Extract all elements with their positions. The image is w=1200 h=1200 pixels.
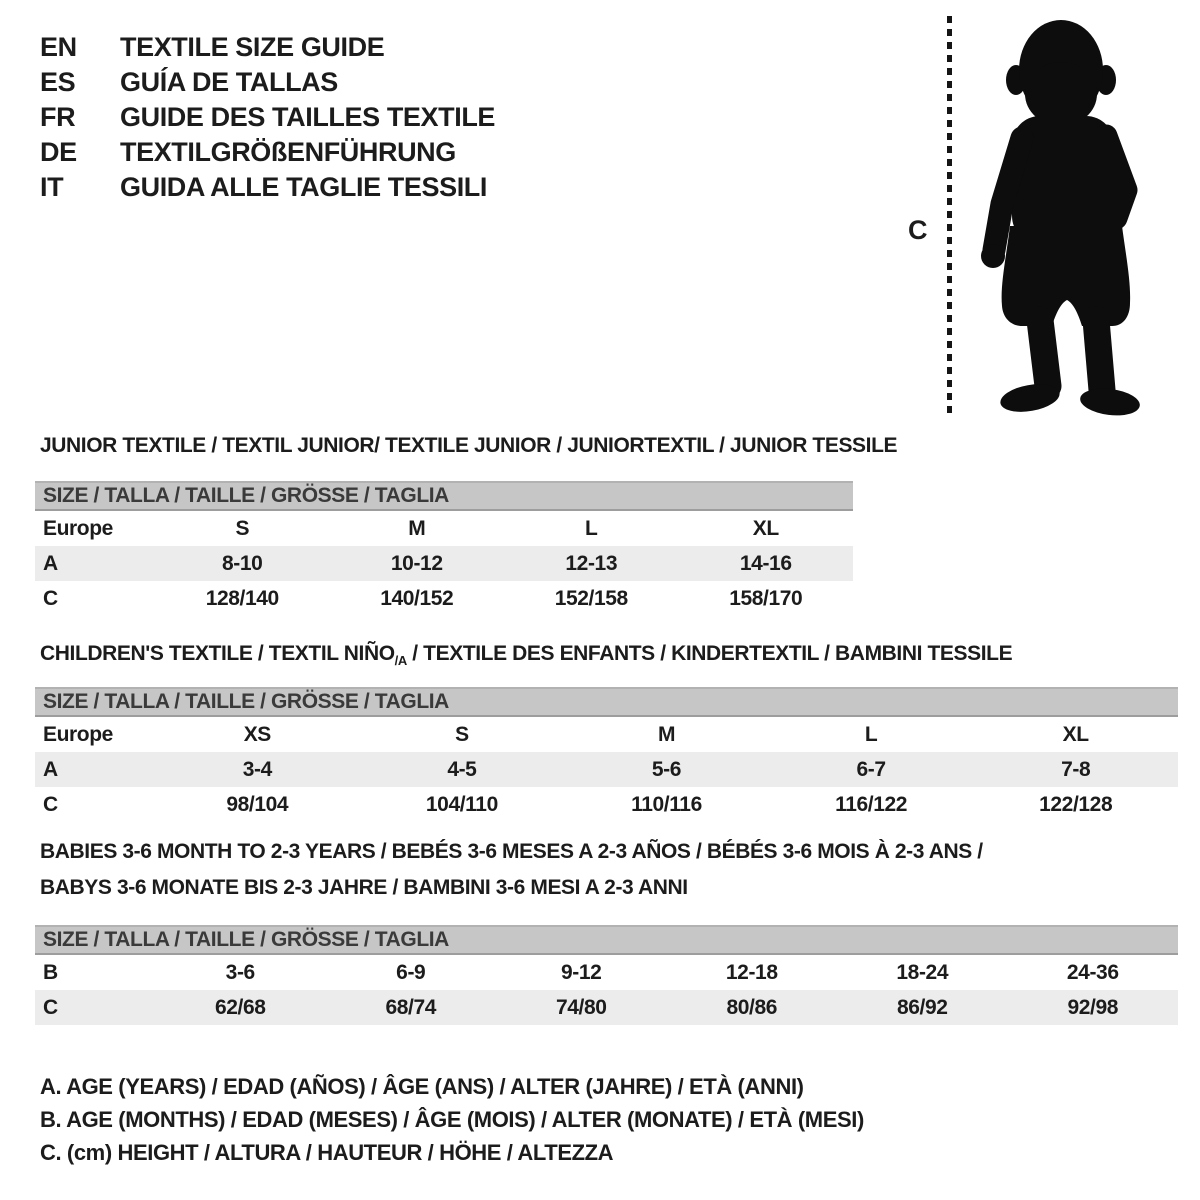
children-title-post: / TEXTILE DES ENFANTS / KINDERTEXTIL / BAMBINI TESSILE bbox=[406, 642, 1013, 665]
guide-title: TEXTILGRÖßENFÜHRUNG bbox=[120, 137, 456, 167]
children-title-pre: CHILDREN'S TEXTILE / TEXTIL NIÑO bbox=[40, 642, 395, 665]
value-cell: 6-9 bbox=[396, 960, 426, 984]
children-title-sub: /A bbox=[394, 653, 407, 669]
language-code: IT bbox=[40, 172, 64, 202]
guide-title: GUIDA ALLE TAGLIE TESSILI bbox=[120, 172, 487, 202]
table-row bbox=[35, 511, 853, 546]
language-row bbox=[40, 170, 495, 205]
value-cell: 3-6 bbox=[225, 960, 255, 984]
language-row bbox=[40, 65, 495, 100]
size-cell: M bbox=[408, 516, 426, 540]
row-label: A bbox=[43, 551, 58, 575]
value-cell: 74/80 bbox=[555, 995, 607, 1019]
value-cell: 128/140 bbox=[205, 586, 279, 610]
value-cell: 8-10 bbox=[222, 551, 263, 575]
children-size-table bbox=[35, 687, 1178, 822]
value-cell: 158/170 bbox=[729, 586, 803, 610]
value-cell: 18-24 bbox=[896, 960, 949, 984]
children-table-title bbox=[40, 642, 1012, 668]
row-label: C bbox=[43, 792, 58, 816]
size-cell: XL bbox=[752, 516, 779, 540]
value-cell: 7-8 bbox=[1061, 757, 1091, 781]
value-cell: 24-36 bbox=[1066, 960, 1119, 984]
row-label: Europe bbox=[43, 516, 113, 540]
table-row bbox=[35, 717, 1178, 752]
value-cell: 5-6 bbox=[651, 757, 682, 781]
value-cell: 14-16 bbox=[739, 551, 792, 575]
value-cell: 12-18 bbox=[725, 960, 778, 984]
language-code: EN bbox=[40, 32, 77, 62]
value-cell: 92/98 bbox=[1067, 995, 1119, 1019]
legend-line-c: C. (cm) HEIGHT / ALTURA / HAUTEUR / HÖHE / ALTEZZA bbox=[40, 1140, 614, 1165]
value-cell: 4-5 bbox=[447, 757, 477, 781]
value-cell: 3-4 bbox=[242, 757, 272, 781]
value-cell: 80/86 bbox=[726, 995, 778, 1019]
size-header-bar: SIZE / TALLA / TAILLE / GRÖSSE / TAGLIA bbox=[35, 481, 853, 511]
size-header-bar: SIZE / TALLA / TAILLE / GRÖSSE / TAGLIA bbox=[35, 925, 1178, 955]
height-measure-dashed-line bbox=[947, 16, 952, 416]
value-cell: 86/92 bbox=[896, 995, 948, 1019]
legend-line-b: B. AGE (MONTHS) / EDAD (MESES) / ÂGE (MOIS) / ALTER (MONATE) / ETÀ (MESI) bbox=[40, 1107, 864, 1132]
value-cell: 12-13 bbox=[565, 551, 618, 575]
table-row bbox=[35, 990, 1178, 1025]
table-row bbox=[35, 546, 853, 581]
value-cell: 68/74 bbox=[385, 995, 437, 1019]
language-code: FR bbox=[40, 102, 76, 132]
junior-table-title: JUNIOR TEXTILE / TEXTIL JUNIOR/ TEXTILE JUNIOR / JUNIORTEXTIL / JUNIOR TESSILE bbox=[40, 434, 898, 457]
value-cell: 140/152 bbox=[380, 586, 454, 610]
language-row bbox=[40, 135, 495, 170]
size-cell: S bbox=[455, 722, 469, 746]
guide-title: GUIDE DES TAILLES TEXTILE bbox=[120, 102, 496, 132]
language-code: ES bbox=[40, 67, 76, 97]
row-label: B bbox=[43, 960, 58, 984]
size-cell: S bbox=[235, 516, 250, 540]
table-row bbox=[35, 581, 853, 616]
guide-title: GUÍA DE TALLAS bbox=[120, 67, 338, 97]
value-cell: 116/122 bbox=[835, 792, 908, 816]
toddler-silhouette-icon bbox=[960, 14, 1188, 419]
value-cell: 122/128 bbox=[1039, 792, 1113, 816]
value-cell: 10-12 bbox=[390, 551, 443, 575]
value-cell: 62/68 bbox=[214, 995, 266, 1019]
size-cell: XS bbox=[243, 722, 271, 746]
babies-table-title-line2: BABYS 3-6 MONATE BIS 2-3 JAHRE / BAMBINI 3-6 MESI A 2-3 ANNI bbox=[40, 876, 688, 899]
size-cell: L bbox=[864, 722, 878, 746]
language-code: DE bbox=[40, 137, 77, 167]
size-header-bar: SIZE / TALLA / TAILLE / GRÖSSE / TAGLIA bbox=[35, 687, 1178, 717]
row-label: C bbox=[43, 586, 58, 610]
row-label: C bbox=[43, 995, 58, 1019]
height-measure-label: C bbox=[908, 215, 928, 245]
table-row bbox=[35, 752, 1178, 787]
legend-line-a: A. AGE (YEARS) / EDAD (AÑOS) / ÂGE (ANS) / ALTER (JAHRE) / ETÀ (ANNI) bbox=[40, 1074, 804, 1099]
value-cell: 9-12 bbox=[561, 960, 602, 984]
babies-size-table bbox=[35, 925, 1178, 1025]
value-cell: 6-7 bbox=[856, 757, 886, 781]
value-cell: 152/158 bbox=[554, 586, 628, 610]
row-label: Europe bbox=[43, 722, 113, 746]
junior-size-table bbox=[35, 481, 853, 616]
babies-table-title-line1: BABIES 3-6 MONTH TO 2-3 YEARS / BEBÉS 3-6 MESES A 2-3 AÑOS / BÉBÉS 3-6 MOIS À 2-3 ANS / bbox=[40, 840, 983, 863]
language-title-list bbox=[40, 30, 495, 205]
language-row bbox=[40, 100, 495, 135]
value-cell: 104/110 bbox=[425, 792, 498, 816]
value-cell: 98/104 bbox=[226, 792, 289, 816]
value-cell: 110/116 bbox=[631, 792, 702, 816]
size-cell: M bbox=[657, 722, 676, 746]
language-row bbox=[40, 30, 495, 65]
guide-title: TEXTILE SIZE GUIDE bbox=[120, 32, 385, 62]
measurement-legend bbox=[40, 1070, 864, 1169]
table-row bbox=[35, 955, 1178, 990]
row-label: A bbox=[43, 757, 58, 781]
size-cell: L bbox=[585, 516, 598, 540]
size-cell: XL bbox=[1062, 722, 1089, 746]
table-row bbox=[35, 787, 1178, 822]
